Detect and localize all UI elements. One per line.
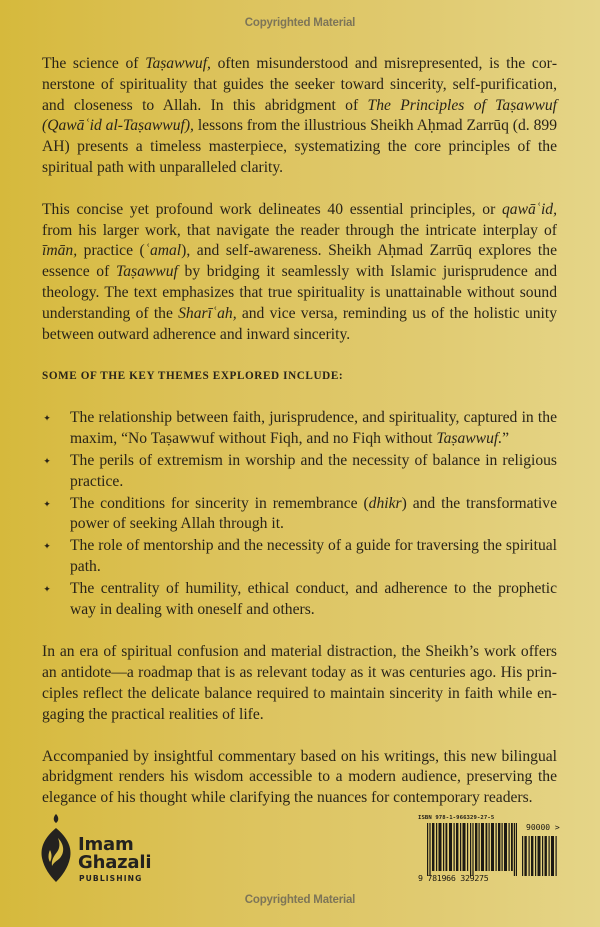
- addon-barcode-icon: [522, 836, 558, 876]
- barcode-digits: 9 781966 329275: [418, 873, 489, 883]
- publisher-name-line1: Imam: [78, 834, 134, 855]
- text-run: and vice versa, reminding us of the holistic unity between outward adherence and inward sincerity.: [42, 304, 557, 343]
- text-run: lessons from the illustrious Sheikh Aḥmad Zarrūq (d. 899 AH) presents a timeless masterpiece, systematizing the core principles of the spiritual path with unparalleled clarity.: [42, 117, 558, 176]
- text-run: The perils of extremism in worship and the necessity of balance in religious practice.: [70, 451, 557, 490]
- italic-term: Taṣawwuf.: [436, 430, 503, 448]
- publisher-name-line3: PUBLISHING: [79, 874, 143, 883]
- text-run: by bridging it seamlessly with Islamic jurisprudence and theology. The text emphasizes that true spirituality is unattainable without sound understanding of the: [42, 263, 557, 322]
- theme-item: [42, 494, 557, 536]
- diamond-bullet-icon: ✦: [43, 455, 51, 466]
- theme-item: [42, 536, 557, 578]
- italic-term: Taṣawwuf,: [145, 55, 211, 72]
- themes-heading: SOME OF THE KEY THEMES EXPLORED INCLUDE:: [42, 370, 344, 383]
- publisher-name-line2: Ghazali: [78, 852, 152, 873]
- text-run: The centrality of humility, ethical conduct, and adherence to the prophetic way in dealing with oneself and others.: [70, 579, 557, 618]
- summary-paragraph: [42, 200, 557, 346]
- barcode-bars-icon: [427, 823, 517, 876]
- themes-list: [42, 408, 557, 620]
- text-run: The relationship between faith, jurisprudence, and spirituality, captured in the maxim, “No Taṣawwuf without Fiqh, and no Fiqh without: [70, 409, 557, 448]
- text-run: often misunderstood and misrepresented, is the cornerstone of spirituality that guides the seeker toward sincerity, self-purification, and closeness to Allah. In this abridgment of: [42, 55, 558, 114]
- text-run: ), and self-awareness. Sheikh Aḥmad Zarrūq explores the essence of: [42, 242, 557, 281]
- diamond-bullet-icon: ✦: [43, 583, 51, 594]
- flame-teardrop-icon: [38, 814, 76, 884]
- isbn-label: ISBN 978-1-966329-27-5: [418, 815, 495, 821]
- text-run: ) and the transformative power of seeking Allah through it.: [70, 494, 557, 533]
- theme-item: [42, 451, 557, 493]
- publisher-logo: [38, 814, 168, 884]
- diamond-bullet-icon: ✦: [43, 413, 51, 424]
- copyright-watermark-top: Copyrighted Material: [244, 17, 356, 29]
- era-paragraph: In an era of spiritual confusion and material distraction, the Sheikh’s work offers an antidote—a roadmap that is as relevant today as it was centuries ago. His principles reflect the delicate balance required to maintain sincerity in faith while engaging the practical realities of life.: [42, 643, 557, 723]
- commentary-paragraph: Accompanied by insightful commentary based on his writings, this new bilingual abridgment renders his wisdom accessible to a modern audience, preserving the elegance of his thought while clarifying the nuances for contemporary readers.: [42, 747, 557, 807]
- text-run: The role of mentorship and the necessity of a guide for traversing the spiritual path.: [70, 537, 557, 575]
- book-title: The Principles of Taṣawwuf (Qawāʿid al-Taṣawwuf),: [42, 96, 557, 135]
- back-cover-text: [42, 54, 557, 809]
- isbn-barcode: [418, 815, 560, 885]
- theme-item: [42, 408, 557, 450]
- text-run: practice (: [77, 242, 145, 260]
- copyright-watermark-bottom: Copyrighted Material: [244, 894, 356, 906]
- text-run: from his larger work, that navigate the reader through the intricate interplay of: [42, 221, 557, 239]
- italic-term: dhikr: [368, 494, 402, 512]
- italic-term: Taṣawwuf: [115, 263, 178, 281]
- diamond-bullet-icon: ✦: [43, 541, 51, 552]
- text-run: ”: [502, 430, 510, 448]
- italic-term: qawāʿid,: [501, 200, 557, 218]
- theme-item: [42, 579, 557, 621]
- text-run: The science of: [42, 55, 146, 72]
- italic-term: ʿamal: [144, 242, 182, 260]
- italic-term: īmān,: [42, 242, 78, 260]
- intro-paragraph: [42, 54, 557, 179]
- diamond-bullet-icon: ✦: [43, 498, 51, 509]
- text-run: This concise yet profound work delineates 40 essential principles, or: [42, 200, 502, 218]
- italic-term: Sharīʿah,: [178, 304, 237, 322]
- price-addon-code: 90000 >: [526, 823, 560, 832]
- text-run: The conditions for sincerity in remembrance (: [70, 494, 369, 512]
